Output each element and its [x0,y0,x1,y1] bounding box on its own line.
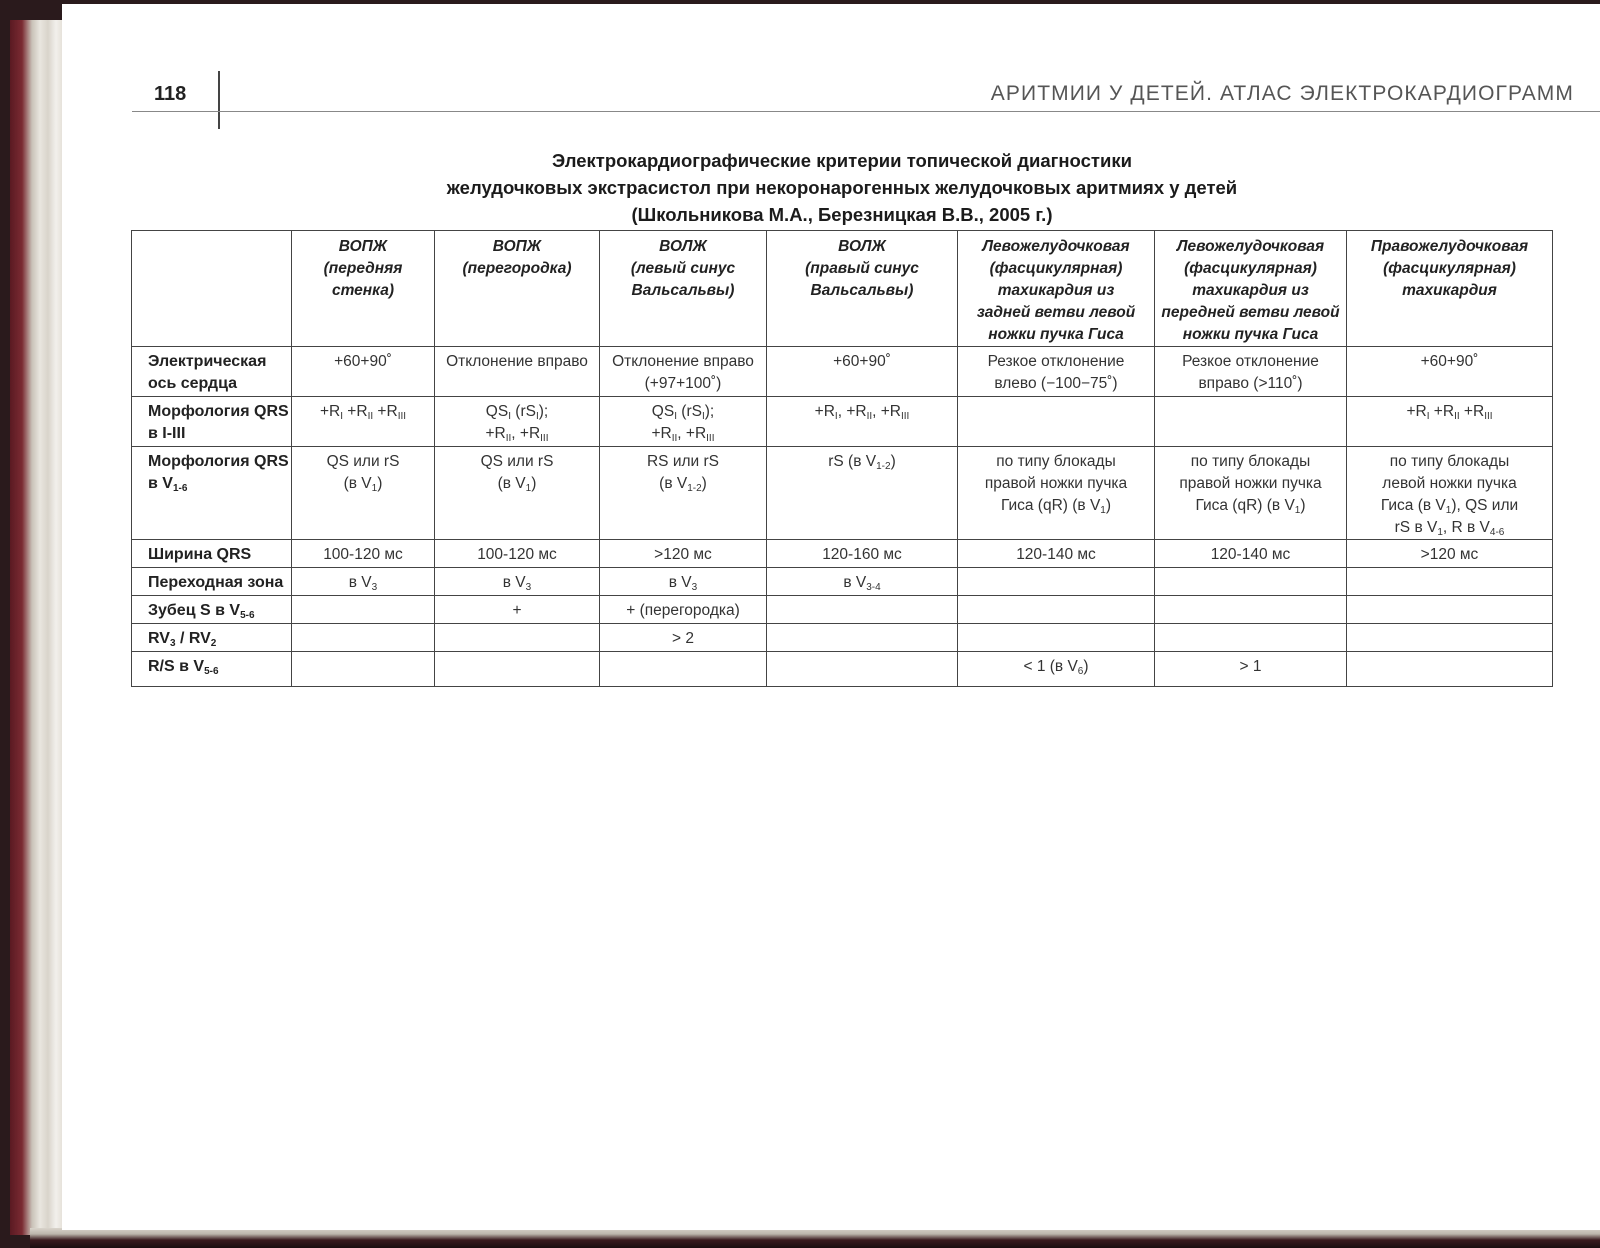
table-cell [1347,397,1553,447]
column-header-2 [435,231,600,347]
table-row [132,624,1553,652]
cell-line: в $V_{3-4}$ [843,574,881,593]
table-cell [1155,568,1347,596]
table-cell [1347,447,1553,540]
row-header-line: в $V_{1-6}$ [148,475,188,494]
cell-line: $+R_{II}$, $+R_{III}$ [651,425,715,444]
cell-line: правой ножки пучка [1179,475,1322,492]
cell-line: +60+90˚ [334,353,392,370]
table-cell [958,568,1155,596]
table-cell [1155,540,1347,568]
header-rule [132,111,1600,112]
column-header-line: (фасцикулярная) [1383,260,1516,277]
cell-line: 100-120 мс [477,546,557,563]
table-cell [1347,568,1553,596]
table-cell [600,624,767,652]
cell-line: +60+90˚ [833,353,891,370]
table-cell [1347,652,1553,687]
table-cell [1155,624,1347,652]
table-row [132,447,1553,540]
cell-line: $+R_I +R_{II} +R_{III}$ [319,403,407,422]
table-cell [600,347,767,397]
cell-line: левой ножки пучка [1382,475,1517,492]
column-header-line: ВОЛЖ [659,238,707,255]
table-cell [292,347,435,397]
table-cell [435,596,600,624]
table-cell [958,540,1155,568]
cell-line: Гиса (qR) (в $V_1$) [1195,497,1306,516]
page-number: 118 [154,83,187,105]
cell-line: + (перегородка) [626,602,740,619]
cell-line: Резкое отклонение [1182,353,1319,370]
table-cell [767,347,958,397]
row-header [132,568,292,596]
row-header-line: $RV_3 / RV_2$ [148,630,217,649]
column-header-line: Вальсальвы) [631,282,735,299]
column-header-line: передней ветви левой [1161,304,1340,321]
table-cell [767,568,958,596]
cell-line: + [512,602,522,619]
table-title [182,147,1502,228]
table-row [132,397,1553,447]
column-header-line: Левожелудочковая [1176,238,1325,255]
table-cell [600,568,767,596]
table-cell [1347,624,1553,652]
table-cell [435,652,600,687]
cell-line: +60+90˚ [1420,353,1479,370]
row-header-line: в I-III [148,425,186,442]
table-cell [958,596,1155,624]
table-body [132,347,1553,687]
table-row [132,596,1553,624]
table-cell [767,540,958,568]
column-header-5 [958,231,1155,347]
table-cell [958,624,1155,652]
cell-line: >120 мс [1420,546,1479,563]
table-cell [600,540,767,568]
cell-line: 100-120 мс [323,546,403,563]
column-header-line: ВОПЖ [492,238,542,255]
table-cell [292,624,435,652]
column-header-0 [132,231,292,347]
table-cell [1347,540,1553,568]
column-header-3 [600,231,767,347]
cell-line: $+R_I$, $+R_{II}$, $+R_{III}$ [814,403,910,422]
cell-line: Резкое отклонение [987,353,1125,370]
column-header-line: (перегородка) [462,260,572,277]
cell-line: 120-160 мс [822,546,902,563]
cell-line: по типу блокады [1389,453,1510,470]
table-cell [435,624,600,652]
cell-line: rS в $V_1$, R в $V_{4-6}$ [1394,519,1505,538]
table-cell [958,447,1155,540]
table-cell [292,540,435,568]
criteria-table [131,230,1553,687]
cell-line: $+R_{II}$, $+R_{III}$ [485,425,549,444]
column-header-7 [1347,231,1553,347]
table-cell [1155,447,1347,540]
book-bottom-edge [30,1228,1600,1248]
column-header-line: ножки пучка Гиса [1182,326,1319,343]
column-header-line: (передняя [323,260,403,277]
cell-line: по типу блокады [1190,453,1311,470]
column-header-line: тахикардия из [1192,282,1309,299]
cell-line: < 1 (в $V_6$) [1023,658,1089,677]
cell-line: (в $V_{1-2}$) [659,475,707,494]
row-header-line: Электрическая [148,353,267,370]
table-cell [292,447,435,540]
cell-line: $+R_I +R_{II} +R_{III}$ [1406,403,1493,422]
table-cell [600,652,767,687]
column-header-line: Вальсальвы) [810,282,914,299]
column-header-1 [292,231,435,347]
cell-line: RS или rS [646,453,719,470]
cell-line: rS (в $V_{1-2}$) [828,453,896,472]
cell-line: Гиса (в $V_1$), QS или [1380,497,1519,516]
row-header [132,624,292,652]
table-cell [600,447,767,540]
table-row [132,540,1553,568]
table-row [132,652,1553,687]
row-header [132,347,292,397]
table-cell [435,447,600,540]
column-header-line: Правожелудочковая [1370,238,1529,255]
row-header [132,540,292,568]
column-header-line: (фасцикулярная) [989,260,1123,277]
column-header-line: тахикардия [1402,282,1497,299]
table-cell [292,568,435,596]
cell-line: правой ножки пучка [984,475,1128,492]
cell-line: вправо (>110˚) [1198,375,1303,392]
table-cell [292,652,435,687]
cell-line: > 2 [672,630,694,647]
column-header-line: ВОПЖ [338,238,388,255]
cell-line: в $V_3$ [502,574,532,593]
row-header-line: Зубец S в $V_{5-6}$ [148,602,255,621]
cell-line: $QS_I$ $(rS_I)$; [485,403,549,422]
column-header-line: ножки пучка Гиса [988,326,1124,343]
table-header-row [132,231,1553,347]
cell-line: (+97+100˚) [644,375,722,392]
column-header-line: тахикардия из [997,282,1115,299]
cell-line: в $V_3$ [348,574,378,593]
row-header-line: Морфология QRS [148,403,289,420]
table-cell [958,397,1155,447]
cell-line: Отклонение вправо [446,353,588,370]
table-row [132,568,1553,596]
column-header-line: (левый синус [630,260,736,277]
table-title-line-1: Электрокардиографические критерии топической диагностики [552,150,1132,171]
table-cell [958,347,1155,397]
cell-line: (в $V_1$) [497,475,537,494]
column-header-line: (фасцикулярная) [1184,260,1317,277]
cell-line: $QS_I$ $(rS_I)$; [651,403,715,422]
row-header-line: Морфология QRS [148,453,289,470]
table-cell [767,624,958,652]
table-cell [600,397,767,447]
cell-line: влево (−100−75˚) [994,375,1118,392]
row-header-line: Ширина QRS [148,546,252,563]
row-header-line: Переходная зона [148,574,284,591]
table-cell [1347,596,1553,624]
table-cell [435,540,600,568]
column-header-line: (правый синус [805,260,919,277]
row-header [132,652,292,687]
table-title-line-3: (Школьникова М.А., Березницкая В.В., 2005 г.) [631,204,1053,225]
row-header [132,447,292,540]
header-divider [218,71,220,129]
cell-line: QS или rS [326,453,400,470]
table-cell [1155,397,1347,447]
table-cell [292,596,435,624]
row-header [132,397,292,447]
cell-line: 120-140 мс [1016,546,1096,563]
column-header-line: ВОЛЖ [838,238,886,255]
table-cell [435,568,600,596]
cell-line: по типу блокады [996,453,1116,470]
column-header-line: Левожелудочковая [982,238,1130,255]
cell-line: > 1 [1239,658,1262,675]
cell-line: в $V_3$ [668,574,698,593]
table-cell [600,596,767,624]
column-header-6 [1155,231,1347,347]
table-cell [1155,652,1347,687]
cell-line: QS или rS [480,453,554,470]
column-header-4 [767,231,958,347]
column-header-line: задней ветви левой [976,304,1136,321]
cell-line: >120 мс [654,546,712,563]
table-cell [767,447,958,540]
table-title-line-2: желудочковых экстрасистол при некоронарогенных желудочковых аритмиях у детей [446,177,1238,198]
row-header-line: R/S в $V_{5-6}$ [148,658,219,677]
table-cell [958,652,1155,687]
cell-line: (в $V_1$) [343,475,383,494]
table-cell [435,397,600,447]
cell-line: Отклонение вправо [612,353,754,370]
book-page-edges [10,20,70,1235]
row-header-line: ось сердца [148,375,237,392]
column-header-line: стенка) [331,282,394,299]
cell-line: 120-140 мс [1210,546,1291,563]
running-head: АРИТМИИ У ДЕТЕЙ. АТЛАС ЭЛЕКТРОКАРДИОГРАММ [990,82,1574,105]
table-cell [1155,596,1347,624]
table-cell [767,652,958,687]
row-header [132,596,292,624]
table-cell [292,397,435,447]
table-cell [1155,347,1347,397]
table-cell [435,347,600,397]
book-page [62,4,1600,1230]
table-row [132,347,1553,397]
cell-line: Гиса (qR) (в $V_1$) [1000,497,1112,516]
table-cell [1347,347,1553,397]
table-cell [767,397,958,447]
table-cell [767,596,958,624]
